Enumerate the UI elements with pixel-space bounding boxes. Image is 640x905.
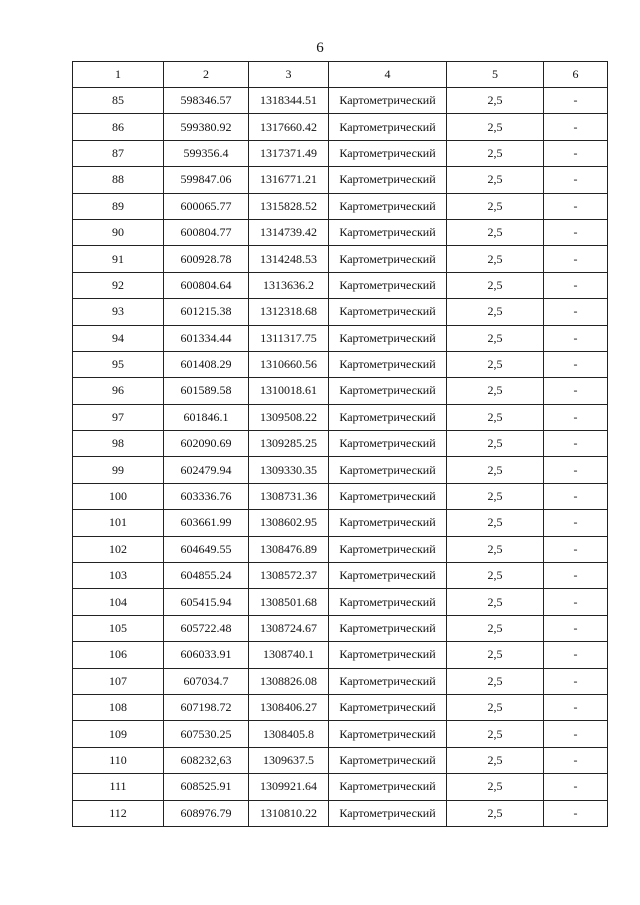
column-header: 6: [544, 62, 608, 88]
x-coordinate-cell: 601334.44: [164, 325, 249, 351]
method-cell: Картометрический: [329, 88, 447, 114]
accuracy-cell: 2,5: [447, 483, 544, 509]
accuracy-cell: 2,5: [447, 140, 544, 166]
x-coordinate-cell: 603661.99: [164, 510, 249, 536]
point-number-cell: 109: [73, 721, 164, 747]
x-coordinate-cell: 601846.1: [164, 404, 249, 430]
x-coordinate-cell: 600928.78: [164, 246, 249, 272]
x-coordinate-cell: 607034.7: [164, 668, 249, 694]
accuracy-cell: 2,5: [447, 193, 544, 219]
x-coordinate-cell: 607198.72: [164, 694, 249, 720]
x-coordinate-cell: 601589.58: [164, 378, 249, 404]
description-cell: -: [544, 510, 608, 536]
column-header: 5: [447, 62, 544, 88]
method-cell: Картометрический: [329, 747, 447, 773]
x-coordinate-cell: 600804.64: [164, 272, 249, 298]
point-number-cell: 92: [73, 272, 164, 298]
accuracy-cell: 2,5: [447, 457, 544, 483]
point-number-cell: 110: [73, 747, 164, 773]
accuracy-cell: 2,5: [447, 88, 544, 114]
method-cell: Картометрический: [329, 800, 447, 826]
point-number-cell: 91: [73, 246, 164, 272]
table-row: [73, 668, 608, 694]
method-cell: Картометрический: [329, 457, 447, 483]
description-cell: -: [544, 642, 608, 668]
x-coordinate-cell: 601408.29: [164, 351, 249, 377]
table-row: [73, 404, 608, 430]
table-row: [73, 88, 608, 114]
y-coordinate-cell: 1309637.5: [249, 747, 329, 773]
x-coordinate-cell: 599356.4: [164, 140, 249, 166]
accuracy-cell: 2,5: [447, 694, 544, 720]
table-row: [73, 563, 608, 589]
y-coordinate-cell: 1308406.27: [249, 694, 329, 720]
point-number-cell: 96: [73, 378, 164, 404]
y-coordinate-cell: 1308724.67: [249, 615, 329, 641]
method-cell: Картометрический: [329, 668, 447, 694]
accuracy-cell: 2,5: [447, 325, 544, 351]
method-cell: Картометрический: [329, 114, 447, 140]
y-coordinate-cell: 1315828.52: [249, 193, 329, 219]
accuracy-cell: 2,5: [447, 167, 544, 193]
description-cell: -: [544, 483, 608, 509]
x-coordinate-cell: 602090.69: [164, 431, 249, 457]
point-number-cell: 89: [73, 193, 164, 219]
x-coordinate-cell: 604649.55: [164, 536, 249, 562]
accuracy-cell: 2,5: [447, 431, 544, 457]
point-number-cell: 95: [73, 351, 164, 377]
point-number-cell: 101: [73, 510, 164, 536]
x-coordinate-cell: 598346.57: [164, 88, 249, 114]
x-coordinate-cell: 605722.48: [164, 615, 249, 641]
method-cell: Картометрический: [329, 325, 447, 351]
description-cell: -: [544, 88, 608, 114]
y-coordinate-cell: 1308731.36: [249, 483, 329, 509]
x-coordinate-cell: 604855.24: [164, 563, 249, 589]
x-coordinate-cell: 601215.38: [164, 299, 249, 325]
point-number-cell: 107: [73, 668, 164, 694]
x-coordinate-cell: 600804.77: [164, 219, 249, 245]
point-number-cell: 111: [73, 774, 164, 800]
y-coordinate-cell: 1313636.2: [249, 272, 329, 298]
y-coordinate-cell: 1310660.56: [249, 351, 329, 377]
y-coordinate-cell: 1310810.22: [249, 800, 329, 826]
page-number: 6: [316, 40, 324, 56]
accuracy-cell: 2,5: [447, 589, 544, 615]
method-cell: Картометрический: [329, 193, 447, 219]
y-coordinate-cell: 1314739.42: [249, 219, 329, 245]
description-cell: -: [544, 589, 608, 615]
y-coordinate-cell: 1316771.21: [249, 167, 329, 193]
method-cell: Картометрический: [329, 483, 447, 509]
y-coordinate-cell: 1308826.08: [249, 668, 329, 694]
point-number-cell: 98: [73, 431, 164, 457]
column-header: 4: [329, 62, 447, 88]
point-number-cell: 102: [73, 536, 164, 562]
table-body: [73, 88, 608, 827]
table-row: [73, 510, 608, 536]
table-row: [73, 325, 608, 351]
x-coordinate-cell: 599380.92: [164, 114, 249, 140]
method-cell: Картометрический: [329, 774, 447, 800]
method-cell: Картометрический: [329, 563, 447, 589]
y-coordinate-cell: 1317371.49: [249, 140, 329, 166]
y-coordinate-cell: 1317660.42: [249, 114, 329, 140]
description-cell: -: [544, 774, 608, 800]
method-cell: Картометрический: [329, 378, 447, 404]
table-row: [73, 457, 608, 483]
x-coordinate-cell: 599847.06: [164, 167, 249, 193]
point-number-cell: 97: [73, 404, 164, 430]
x-coordinate-cell: 602479.94: [164, 457, 249, 483]
column-header: 2: [164, 62, 249, 88]
method-cell: Картометрический: [329, 219, 447, 245]
accuracy-cell: 2,5: [447, 351, 544, 377]
accuracy-cell: 2,5: [447, 800, 544, 826]
description-cell: -: [544, 378, 608, 404]
point-number-cell: 99: [73, 457, 164, 483]
method-cell: Картометрический: [329, 431, 447, 457]
description-cell: -: [544, 219, 608, 245]
point-number-cell: 105: [73, 615, 164, 641]
accuracy-cell: 2,5: [447, 219, 544, 245]
description-cell: -: [544, 721, 608, 747]
table-row: [73, 800, 608, 826]
accuracy-cell: 2,5: [447, 114, 544, 140]
description-cell: -: [544, 615, 608, 641]
y-coordinate-cell: 1310018.61: [249, 378, 329, 404]
method-cell: Картометрический: [329, 589, 447, 615]
method-cell: Картометрический: [329, 510, 447, 536]
point-number-cell: 106: [73, 642, 164, 668]
header-row: [73, 62, 608, 88]
x-coordinate-cell: 608525.91: [164, 774, 249, 800]
table-row: [73, 615, 608, 641]
method-cell: Картометрический: [329, 299, 447, 325]
point-number-cell: 85: [73, 88, 164, 114]
x-coordinate-cell: 600065.77: [164, 193, 249, 219]
table-row: [73, 140, 608, 166]
y-coordinate-cell: 1309285.25: [249, 431, 329, 457]
description-cell: -: [544, 272, 608, 298]
description-cell: -: [544, 536, 608, 562]
point-number-cell: 103: [73, 563, 164, 589]
table-row: [73, 351, 608, 377]
column-header: 3: [249, 62, 329, 88]
accuracy-cell: 2,5: [447, 536, 544, 562]
description-cell: -: [544, 114, 608, 140]
coordinates-table: [72, 61, 608, 827]
x-coordinate-cell: 608232,63: [164, 747, 249, 773]
accuracy-cell: 2,5: [447, 510, 544, 536]
description-cell: -: [544, 457, 608, 483]
accuracy-cell: 2,5: [447, 299, 544, 325]
description-cell: -: [544, 325, 608, 351]
method-cell: Картометрический: [329, 351, 447, 377]
point-number-cell: 112: [73, 800, 164, 826]
method-cell: Картометрический: [329, 694, 447, 720]
table-row: [73, 721, 608, 747]
y-coordinate-cell: 1314248.53: [249, 246, 329, 272]
table-row: [73, 694, 608, 720]
table-row: [73, 483, 608, 509]
y-coordinate-cell: 1308740.1: [249, 642, 329, 668]
description-cell: -: [544, 167, 608, 193]
description-cell: -: [544, 668, 608, 694]
description-cell: -: [544, 800, 608, 826]
method-cell: Картометрический: [329, 615, 447, 641]
point-number-cell: 108: [73, 694, 164, 720]
y-coordinate-cell: 1309330.35: [249, 457, 329, 483]
description-cell: -: [544, 404, 608, 430]
description-cell: -: [544, 246, 608, 272]
point-number-cell: 86: [73, 114, 164, 140]
table-row: [73, 589, 608, 615]
method-cell: Картометрический: [329, 536, 447, 562]
accuracy-cell: 2,5: [447, 747, 544, 773]
table-row: [73, 219, 608, 245]
table-header: [73, 62, 608, 88]
point-number-cell: 93: [73, 299, 164, 325]
description-cell: -: [544, 299, 608, 325]
accuracy-cell: 2,5: [447, 378, 544, 404]
y-coordinate-cell: 1308572.37: [249, 563, 329, 589]
method-cell: Картометрический: [329, 404, 447, 430]
y-coordinate-cell: 1308602.95: [249, 510, 329, 536]
point-number-cell: 104: [73, 589, 164, 615]
description-cell: -: [544, 431, 608, 457]
description-cell: -: [544, 694, 608, 720]
accuracy-cell: 2,5: [447, 563, 544, 589]
description-cell: -: [544, 351, 608, 377]
column-header: 1: [73, 62, 164, 88]
table-row: [73, 167, 608, 193]
description-cell: -: [544, 563, 608, 589]
table-row: [73, 536, 608, 562]
point-number-cell: 100: [73, 483, 164, 509]
y-coordinate-cell: 1309508.22: [249, 404, 329, 430]
table-row: [73, 193, 608, 219]
table-row: [73, 774, 608, 800]
description-cell: -: [544, 193, 608, 219]
y-coordinate-cell: 1318344.51: [249, 88, 329, 114]
x-coordinate-cell: 606033.91: [164, 642, 249, 668]
table-row: [73, 378, 608, 404]
method-cell: Картометрический: [329, 246, 447, 272]
description-cell: -: [544, 140, 608, 166]
x-coordinate-cell: 603336.76: [164, 483, 249, 509]
description-cell: -: [544, 747, 608, 773]
table-row: [73, 114, 608, 140]
method-cell: Картометрический: [329, 642, 447, 668]
method-cell: Картометрический: [329, 140, 447, 166]
table-row: [73, 747, 608, 773]
y-coordinate-cell: 1308501.68: [249, 589, 329, 615]
table-row: [73, 431, 608, 457]
table-row: [73, 272, 608, 298]
point-number-cell: 94: [73, 325, 164, 351]
x-coordinate-cell: 608976.79: [164, 800, 249, 826]
table-row: [73, 246, 608, 272]
accuracy-cell: 2,5: [447, 668, 544, 694]
method-cell: Картометрический: [329, 167, 447, 193]
accuracy-cell: 2,5: [447, 404, 544, 430]
accuracy-cell: 2,5: [447, 272, 544, 298]
table-row: [73, 642, 608, 668]
table-row: [73, 299, 608, 325]
method-cell: Картометрический: [329, 721, 447, 747]
accuracy-cell: 2,5: [447, 615, 544, 641]
y-coordinate-cell: 1308405.8: [249, 721, 329, 747]
accuracy-cell: 2,5: [447, 642, 544, 668]
y-coordinate-cell: 1308476.89: [249, 536, 329, 562]
point-number-cell: 90: [73, 219, 164, 245]
accuracy-cell: 2,5: [447, 721, 544, 747]
y-coordinate-cell: 1309921.64: [249, 774, 329, 800]
x-coordinate-cell: 607530.25: [164, 721, 249, 747]
method-cell: Картометрический: [329, 272, 447, 298]
y-coordinate-cell: 1312318.68: [249, 299, 329, 325]
x-coordinate-cell: 605415.94: [164, 589, 249, 615]
y-coordinate-cell: 1311317.75: [249, 325, 329, 351]
point-number-cell: 87: [73, 140, 164, 166]
point-number-cell: 88: [73, 167, 164, 193]
accuracy-cell: 2,5: [447, 774, 544, 800]
accuracy-cell: 2,5: [447, 246, 544, 272]
